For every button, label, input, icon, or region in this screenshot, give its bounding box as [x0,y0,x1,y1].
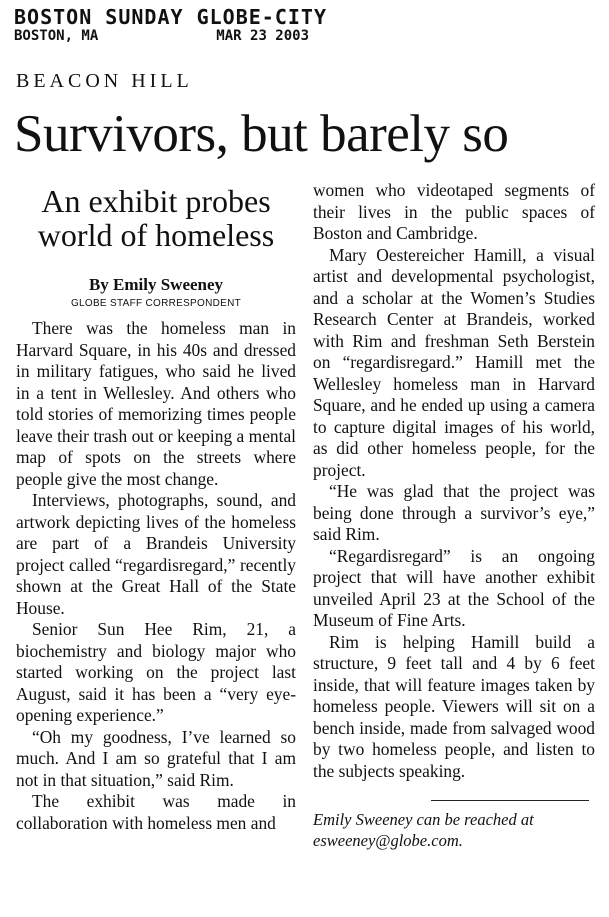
paragraph: Rim is helping Hamill build a structure, 9 feet tall and 4 by 6 feet inside, that will feature images taken by homeless people. Viewers will sit on a bench inside, made from salvaged wood by two homeless people, and listen to the subjects speaking. [313,631,595,781]
byline: By Emily Sweeney [88,275,224,294]
dateline [14,28,604,44]
paragraph: “Oh my goodness, I’ve learned so much. And I am so grateful that I am not in that situation,” said Rim. [16,726,296,790]
paragraph: There was the homeless man in Harvard Square, in his 40s and dressed in military fatigues, who said he lived in a tent in Wellesley. And others who told stories of memorizing times people leave their trash out or keeping a mental map of spots on the streets where people give the most change. [16,318,296,489]
paragraph: The exhibit was made in collaboration with homeless men and [16,791,296,833]
publication-name: BOSTON SUNDAY GLOBE-CITY [14,5,327,29]
publication-location: BOSTON, MA [14,28,99,44]
paragraph: Senior Sun Hee Rim, 21, a biochemistry and biology major who started working on the project last August, said it has been a “very eye-opening experience.” [16,619,296,725]
paragraph: Mary Oestereicher Hamill, a visual artist and developmental psychologist, and a scholar at the Women’s Studies Research Center at Brandeis, worked with Rim and freshman Seth Berstein on “regardisregard.” Hamill met the Wellesley homeless man in Harvard Square, and he ended up using a camera to capture digital images of his world, as did other homeless people, for the project. [313,244,595,480]
divider [431,800,589,801]
paragraph: “He was glad that the project was being done through a survivor’s eye,” said Rim. [313,481,595,544]
paragraph: women who videotaped segments of their lives in the public spaces of Boston and Cambridge. [313,180,595,243]
masthead [14,6,604,44]
subheadline: An exhibit probes world of homeless [37,183,275,253]
right-column [313,180,595,851]
paragraph: “Regardisregard” is an ongoing project that will have another exhibit unveiled April 23 at the School of the Museum of Fine Arts. [313,545,595,630]
byline-title: GLOBE STAFF CORRESPONDENT [70,298,242,309]
paragraph: Interviews, photographs, sound, and artwork depicting lives of the homeless are part of a Brandeis University project called “regardisregard,” recently shown at the Great Hall of the State House. [16,490,296,618]
author-contact: Emily Sweeney can be reached at esweeney@globe.com. [313,810,534,850]
left-column [16,180,296,834]
publication-date: MAR 23 2003 [216,28,310,44]
section-label: BEACON HILL [16,70,193,92]
headline: Survivors, but barely so [14,105,509,163]
